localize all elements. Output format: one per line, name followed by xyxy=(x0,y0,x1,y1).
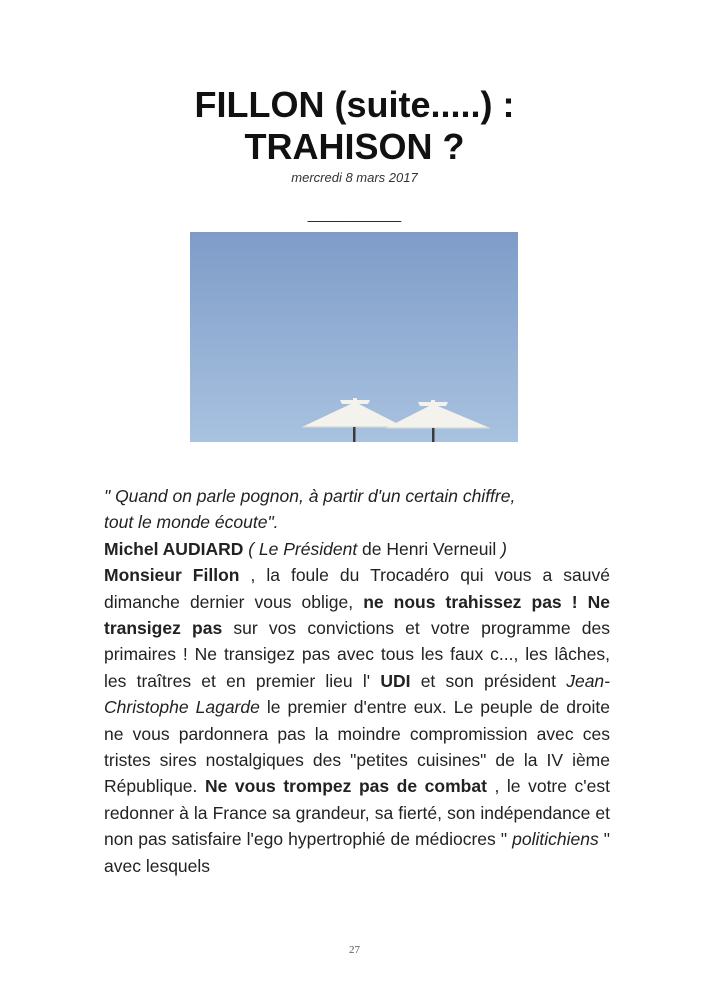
attribution-director: de Henri Verneuil xyxy=(357,538,502,559)
quote-line-2: tout le monde écoute". xyxy=(104,512,279,533)
para-segment-11: politichiens xyxy=(512,829,599,850)
parasols-image xyxy=(190,232,518,442)
para-segment-6: et son président xyxy=(410,670,567,691)
quote-line-1: " Quand on parle pognon, à partir d'un certain chiffre, xyxy=(104,486,516,506)
para-segment-12: " avec lesquels xyxy=(104,829,611,876)
main-paragraph xyxy=(104,562,610,879)
para-segment-5: UDI xyxy=(380,670,411,691)
para-segment-9: Ne vous trompez pas de combat xyxy=(204,776,487,797)
page-number: 27 xyxy=(349,944,360,956)
separator-line: ____________ xyxy=(307,206,402,222)
article-date: mercredi 8 mars 2017 xyxy=(291,170,418,185)
article-title-line-1: FILLON (suite.....) : xyxy=(194,84,515,125)
para-segment-2: , la foule du Trocadéro qui vous a sauvé dimanche dernier vous oblige, xyxy=(104,565,610,612)
article-body xyxy=(104,483,610,879)
article-title-line-2: TRAHISON ? xyxy=(244,126,465,167)
attribution-film: Le Président xyxy=(258,538,358,559)
para-segment-1: Monsieur Fillon xyxy=(104,565,240,586)
audiard-quote xyxy=(104,483,610,536)
attribution-author: Michel AUDIARD xyxy=(104,538,244,559)
para-segment-3: ne nous trahissez pas ! Ne transigez pas xyxy=(104,591,610,639)
para-segment-10: , le votre c'est redonner à la France sa grandeur, sa fierté, son indépendance et non pas satisfaire l'ego hypertrophié de médiocres " xyxy=(104,776,610,850)
attribution-paren-close: ) xyxy=(501,538,507,559)
quote-attribution xyxy=(104,536,610,562)
article-photo xyxy=(190,232,518,442)
para-segment-7: Jean-Christophe Lagarde xyxy=(104,670,610,718)
para-segment-4: sur vos convictions et votre programme des primaires ! Ne transigez pas avec tous les faux c..., les lâches, les traîtres et en premier lieu l' xyxy=(104,618,610,691)
para-segment-8: le premier d'entre eux. Le peuple de droite ne vous pardonnera pas la moindre compromission avec ces tristes sires nostalgiques des "petites cuisines" de la IV ième République. xyxy=(104,697,610,797)
attribution-paren-open: ( xyxy=(243,538,259,559)
